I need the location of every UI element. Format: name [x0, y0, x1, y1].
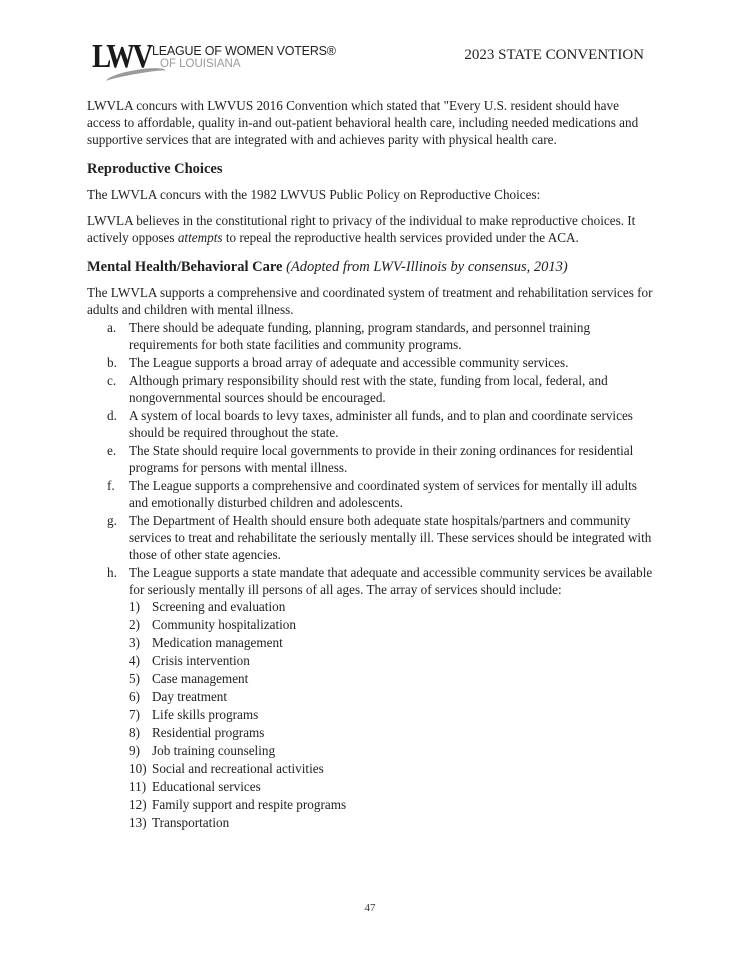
service-item — [129, 598, 653, 615]
list-marker: 12) — [129, 797, 147, 812]
list-marker: 1) — [129, 599, 140, 614]
list-item — [87, 372, 653, 406]
list-marker: 3) — [129, 635, 140, 650]
list-marker: 5) — [129, 671, 140, 686]
service-item — [129, 742, 653, 759]
lwv-louisiana-logo — [92, 38, 336, 86]
list-marker: 8) — [129, 725, 140, 740]
service-item — [129, 796, 653, 813]
list-item-text: There should be adequate funding, planning, program standards, and personnel training requirements for both state facilities and community programs. — [129, 320, 591, 352]
list-marker: 11) — [129, 779, 147, 794]
list-item-text: The League supports a broad array of adequate and accessible community services. — [129, 355, 569, 370]
mental-health-intro: The LWVLA supports a comprehensive and coordinated system of treatment and rehabilitation services for adults and children with mental illness. — [87, 285, 653, 317]
logo-org-state: OF LOUISIANA — [160, 58, 241, 70]
list-item — [87, 407, 653, 441]
service-item — [129, 706, 653, 723]
service-text: Family support and respite programs — [152, 797, 347, 812]
services-list — [129, 598, 653, 831]
service-item — [129, 778, 653, 795]
service-text: Screening and evaluation — [152, 599, 286, 614]
service-item — [129, 724, 653, 741]
list-item — [87, 319, 653, 353]
logo-org-name: LEAGUE OF WOMEN VOTERS® — [152, 44, 336, 58]
service-text: Transportation — [152, 815, 230, 830]
page-number: 47 — [364, 902, 376, 914]
service-item — [129, 634, 653, 651]
list-marker: 4) — [129, 653, 140, 668]
service-text: Social and recreational activities — [152, 761, 324, 776]
service-text: Job training counseling — [152, 743, 276, 758]
text-run: to repeal the reproductive health services provided under the ACA. — [222, 230, 579, 245]
service-text: Day treatment — [152, 689, 228, 704]
emphasis-text: attempts — [177, 230, 223, 245]
service-text: Case management — [152, 671, 249, 686]
list-marker: c. — [107, 373, 117, 388]
heading-note: (Adopted from LWV-Illinois by consensus, 2013) — [286, 259, 568, 275]
list-marker: 10) — [129, 761, 147, 776]
list-item-text: A system of local boards to levy taxes, administer all funds, and to plan and coordinate services should be required throughout the state. — [129, 408, 633, 440]
list-item-text: The State should require local governments to provide in their zoning ordinances for residential programs for persons with mental illness. — [129, 443, 634, 475]
list-marker: g. — [107, 513, 117, 528]
service-text: Life skills programs — [152, 707, 259, 722]
service-text: Educational services — [152, 779, 261, 794]
list-item-text: The League supports a state mandate that adequate and accessible community services be available for seriously mentally ill persons of all ages. The array of services should include: — [129, 565, 653, 597]
list-item — [87, 442, 653, 476]
list-marker: d. — [107, 408, 117, 423]
list-marker: 9) — [129, 743, 140, 758]
list-marker: 7) — [129, 707, 140, 722]
service-text: Residential programs — [152, 725, 265, 740]
service-text: Crisis intervention — [152, 653, 250, 668]
list-marker: b. — [107, 355, 117, 370]
service-item — [129, 760, 653, 777]
header-title: 2023 STATE CONVENTION — [464, 47, 644, 63]
list-marker: 13) — [129, 815, 147, 830]
list-marker: 6) — [129, 689, 140, 704]
list-item — [87, 477, 653, 511]
reproductive-para-2 — [87, 212, 653, 246]
policy-list — [87, 319, 653, 831]
reproductive-para-1: The LWVLA concurs with the 1982 LWVUS Public Policy on Reproductive Choices: — [87, 187, 541, 202]
intro-paragraph: LWVLA concurs with LWVUS 2016 Convention which stated that "Every U.S. resident should have access to affordable, quality in-and out-patient behavioral health care, including needed medications and supportive services that are integrated with and achieves parity with physical health care. — [87, 98, 639, 147]
service-item — [129, 688, 653, 705]
text-run: LWVLA believes in the constitutional right to privacy of the individual to make reproductive choices. It actively opposes — [87, 213, 636, 245]
list-marker: h. — [107, 565, 117, 580]
logo-mark: LWV — [92, 38, 151, 75]
service-item — [129, 652, 653, 669]
service-text: Community hospitalization — [152, 617, 296, 632]
reproductive-heading: Reproductive Choices — [87, 161, 223, 177]
list-item-text: Although primary responsibility should rest with the state, funding from local, federal, and nongovernmental sources should be encouraged. — [129, 373, 608, 405]
list-marker: e. — [107, 443, 117, 458]
service-item — [129, 670, 653, 687]
list-marker: f. — [107, 478, 115, 493]
heading-text: Mental Health/Behavioral Care — [87, 259, 283, 275]
service-text: Medication management — [152, 635, 283, 650]
service-item — [129, 616, 653, 633]
list-item-text: The League supports a comprehensive and coordinated system of services for mentally ill adults and emotionally disturbed children and adolescents. — [129, 478, 637, 510]
list-marker: 2) — [129, 617, 140, 632]
service-item — [129, 814, 653, 831]
page-content — [87, 97, 653, 832]
list-item — [87, 512, 653, 563]
list-item-text: The Department of Health should ensure both adequate state hospitals/partners and community services to treat and rehabilitate the seriously mentally ill. These services should be integrated with those of other state agencies. — [129, 513, 652, 562]
list-item — [87, 564, 653, 831]
mental-health-heading — [87, 258, 653, 277]
list-marker: a. — [107, 320, 117, 335]
list-item — [87, 354, 653, 371]
